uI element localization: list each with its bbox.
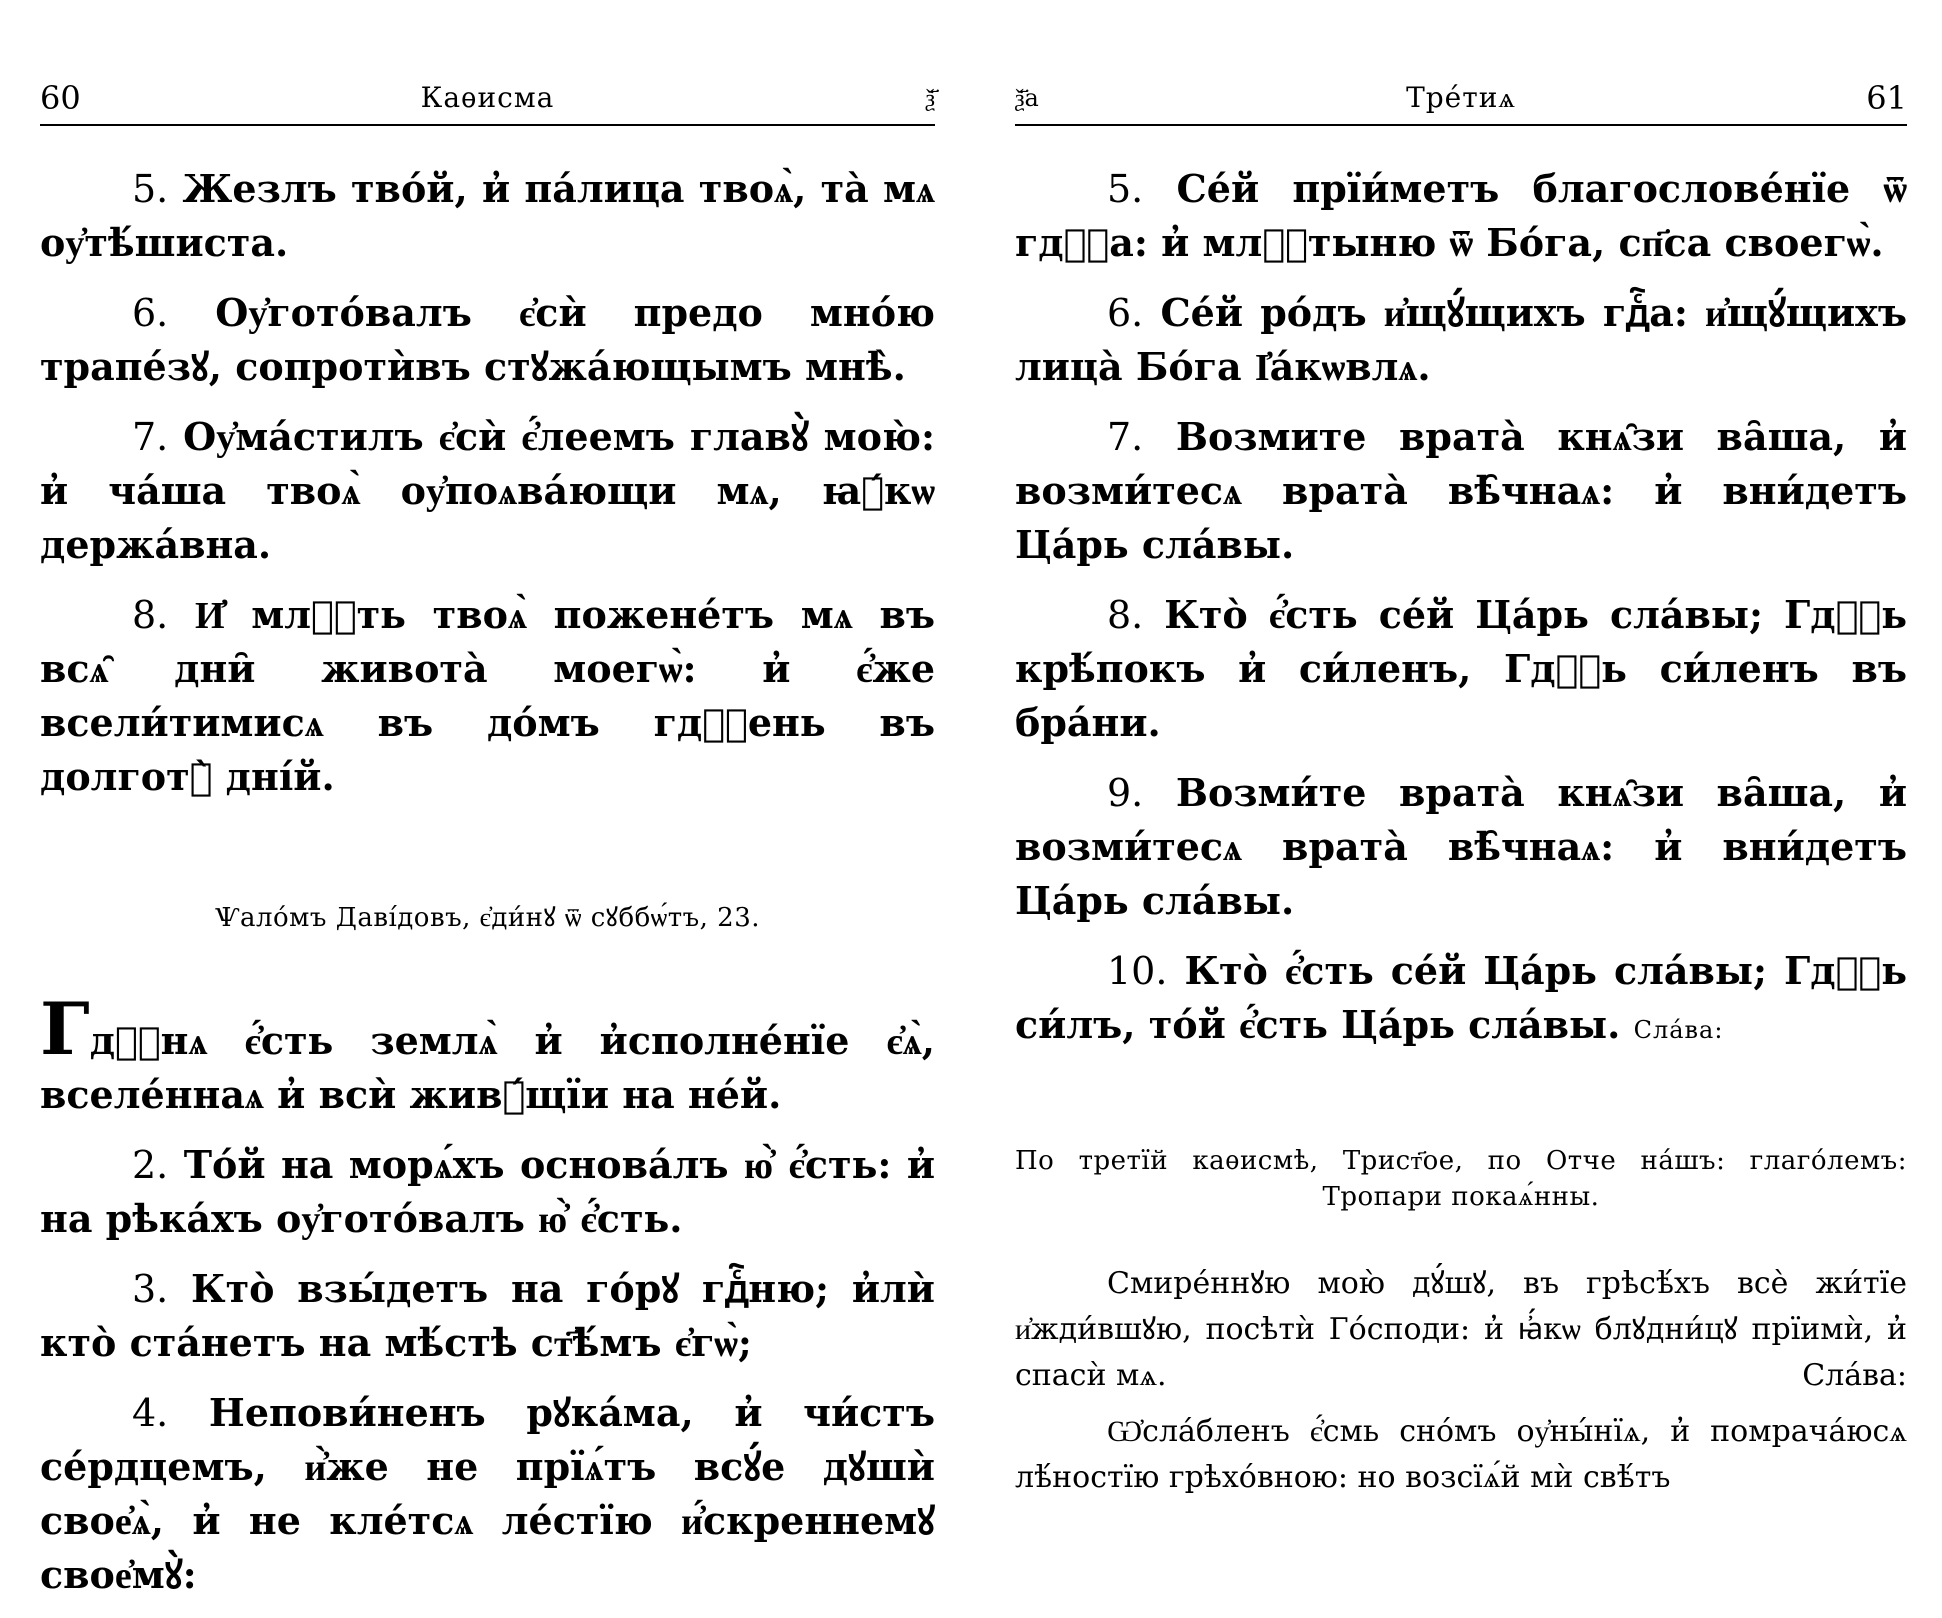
header-rule: [40, 124, 935, 126]
left-page-body: [40, 162, 935, 1618]
verse: [1015, 766, 1907, 928]
drop-cap: Г: [40, 986, 90, 1071]
verse-number: 5.: [1107, 167, 1144, 211]
page-number: 61: [1866, 79, 1907, 117]
verse: [1015, 286, 1907, 394]
page-signature: ѯ҃а: [1015, 84, 1039, 112]
verse: [40, 588, 935, 804]
verse: [1015, 162, 1907, 270]
troparion: [1015, 1409, 1907, 1501]
troparion-text: Ѡ҆сла́бленъ є҆́смь сно́мъ оу҆ны́нїѧ, и̓ помрача́юсѧ лѣ́ностїю грѣхо́вною: но возсїѧ́й мѝ свѣ́тъ: [1015, 1414, 1907, 1495]
troparion-text: Смире́ннꙋю мою̀ дꙋ́шꙋ, въ грѣсѣ́хъ всѐ жи́тїе и҆жди́вшꙋю, посѣтѝ Го́споди: и̓ ꙗ҆́кѡ блꙋдни́цꙋ прїимѝ, и̓ спасѝ мѧ.: [1015, 1266, 1907, 1393]
verse-text: Возми́те врата̀ кнѧ̑зи ва̑ша, и̓ возми́тесѧ врата̀ вѣ̑чнаѧ: и̓ вни́детъ Ца́рь сла́вы.: [1015, 770, 1908, 923]
verse-text: Возмите врата̀ кнѧ̑зи ва̑ша, и̓ возми́тесѧ врата̀ вѣ̑чнаѧ: и̓ вни́детъ Ца́рь сла́вы.: [1015, 414, 1908, 567]
verse-number: 8.: [1107, 593, 1144, 637]
verse-number: 4.: [132, 1391, 169, 1435]
right-page: [1015, 0, 1907, 1500]
verse: [1015, 944, 1907, 1057]
verse-text: Жезлъ твóй, и̓ пáлица твоѧ̀, тà мѧ оу҆тѣ́шиста.: [40, 166, 935, 265]
page-signature: ѯ҃: [925, 84, 935, 112]
header-rule: [1015, 124, 1907, 126]
verse-text: Се́й прїи́метъ благослове́нїе ѿ гдⷭ҇а: и̓ млⷭ҇тыню ѿ Бо́га, сп҃са своегѡ̀.: [1015, 166, 1907, 265]
verse-number: 10.: [1107, 949, 1168, 993]
verse-number: 3.: [132, 1267, 169, 1311]
verse-text: Непови́ненъ рꙋка́ма, и̓ чи́стъ се́рдцемъ, и҆̀же не прїѧ́тъ всꙋ́е дꙋшѝ свое҆ѧ̀, и̓ не кле́тсѧ ле́стїю и҆́скреннемꙋ свое҆мꙋ̀:: [40, 1390, 935, 1597]
verse-number: 8.: [132, 593, 169, 637]
verse-text: Кто̀ взы́детъ на го́рꙋ гдⷭ҇ню; и̓лѝ кто̀ ста́нетъ на мѣ́стѣ ст҃ѣ́мъ є҆гѡ̀;: [40, 1266, 935, 1365]
left-page: [40, 0, 936, 1597]
verse: [40, 286, 935, 394]
verse-text: И҆ млⷭ҇ть твоѧ̀ пожене́тъ мѧ въ всѧ̑ дни̑ живота̀ моегѡ̀: и̓ є҆́же всели́тимисѧ въ до́мъ гдⷭ҇ень въ долготꙋ̀ дні́й.: [40, 592, 935, 799]
closing-rubric: По третїй каѳисмѣ, Трист҃ое, по Отче на́шъ: глаго́лемъ: Тропари покаѧ́нны.: [1015, 1146, 1907, 1212]
right-page-header: [1015, 78, 1907, 118]
verse-number: 7.: [132, 415, 169, 459]
slava-rubric: Сла́ва:: [1633, 1016, 1724, 1044]
verse: [1015, 410, 1907, 572]
running-title: Каѳисма: [420, 81, 555, 114]
verse-text: Оу҆мáстилъ є҆сѝ є҆́леемъ главꙋ̀ мою̀: и̓ чáша твоѧ̀ оу҆поѧвáющи мѧ, ꙗ҆́кѡ держáвна.: [40, 414, 935, 567]
page-number: 60: [40, 79, 81, 117]
psalm-title: Ѱалóмъ Давíдовъ, є҆ди́нꙋ ѿ сꙋббѡ́тъ, 23.: [214, 903, 761, 933]
verse: [40, 1262, 935, 1370]
right-page-body: [1015, 162, 1907, 1511]
left-page-header: [40, 78, 935, 118]
verse: [40, 1386, 935, 1602]
verse-text: Се́й ро́дъ и҆щꙋ́щихъ гдⷭ҇а: и҆щꙋ́щихъ лица̀ Бо́га І҆а́кѡвлѧ.: [1015, 290, 1907, 389]
verse-text: То́й на морѧ́хъ основа́лъ ю҆̀ є҆́сть: и̓ на рѣка́хъ оу҆гото́валъ ю҆̀ є҆́сть.: [40, 1142, 936, 1241]
verse-text: дⷭ҇нѧ є҆́сть землѧ̀ и̓ и̓сполне́нїе є҆ѧ̀, вселе́ннаѧ и̓ всѝ живꙋ́щїи на не́й.: [40, 1018, 935, 1117]
verse: [1015, 588, 1907, 750]
verse-number: 2.: [132, 1143, 169, 1187]
verse-number: 7.: [1107, 415, 1144, 459]
verse-number: 5.: [132, 167, 169, 211]
troparion: [1015, 1261, 1907, 1399]
running-title: Тре́тиѧ: [1406, 81, 1516, 114]
verse: [40, 1138, 935, 1246]
verse-number: 6.: [1107, 291, 1144, 335]
verse: [40, 162, 935, 270]
verse-text: Оу҆готóвалъ є҆сѝ предо мнóю трапéзꙋ, сопротѝвъ стꙋжáющымъ мнѣ̀.: [40, 290, 936, 389]
verse-number: 9.: [1107, 771, 1144, 815]
verse-text: Кто̀ є҆́сть се́й Ца́рь сла́вы; Гдⷭ҇ь крѣ́покъ и̓ си́ленъ, Гдⷭ҇ь си́ленъ въ бра́ни.: [1015, 592, 1907, 745]
verse: [40, 410, 935, 572]
verse-number: 6.: [132, 291, 169, 335]
verse-text: Кто̀ є҆́сть се́й Ца́рь сла́вы; Гдⷭ҇ь си́лъ, то́й є҆́сть Ца́рь сла́вы.: [1015, 948, 1907, 1047]
psalm-opening-verse: [40, 986, 935, 1122]
slava-rubric: Сла́ва:: [1802, 1358, 1907, 1393]
